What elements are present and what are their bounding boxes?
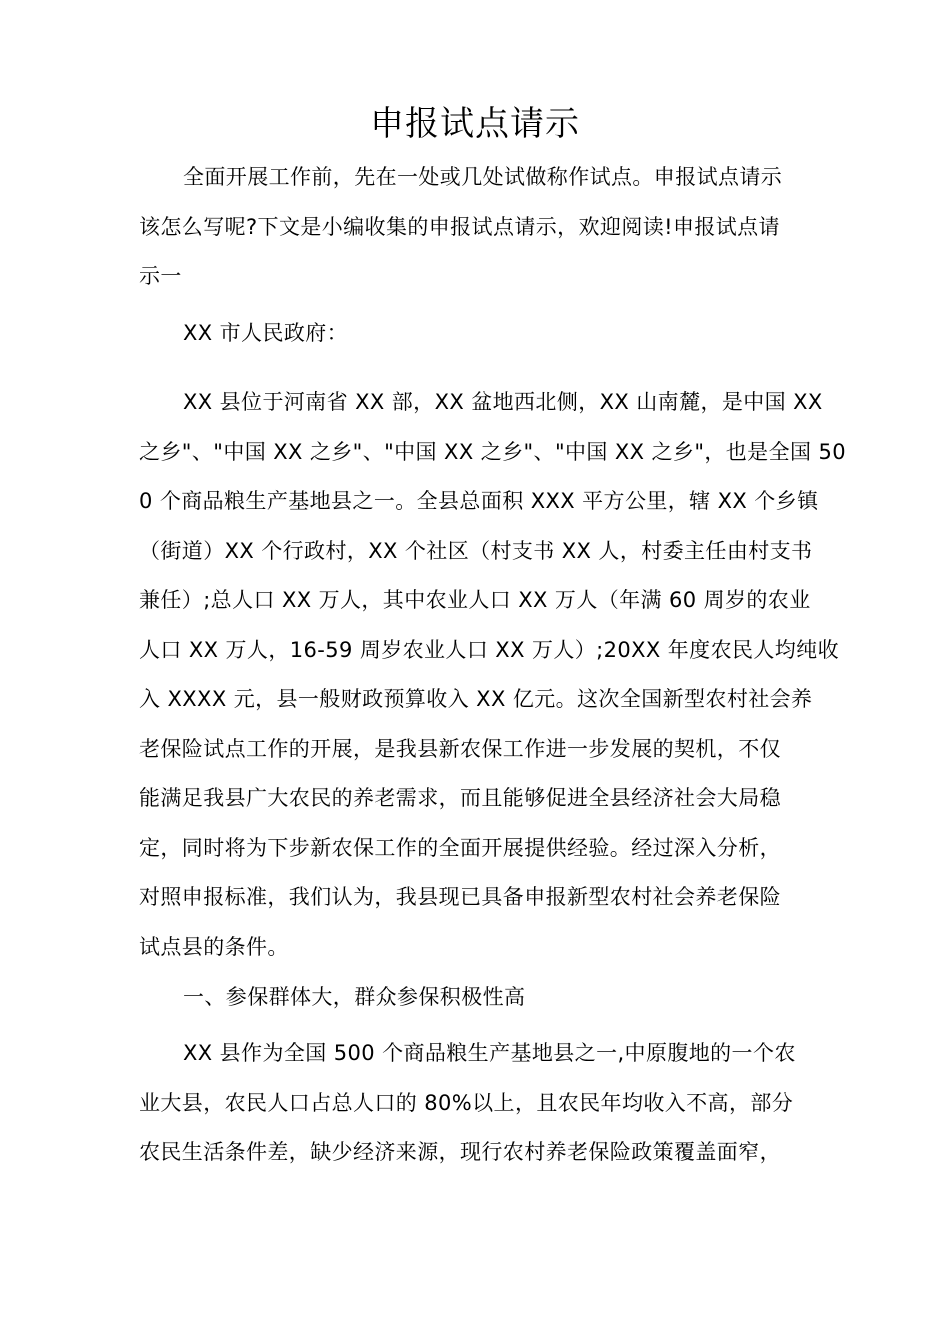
paragraph-line: 老保险试点工作的开展，是我县新农保工作进一步发展的契机，不仅 — [139, 737, 781, 761]
salutation-line: XX 市人民政府： — [183, 321, 349, 345]
paragraph-line: 该怎么写呢?下文是小编收集的申报试点请示，欢迎阅读!申报试点请 — [139, 215, 780, 239]
paragraph-line: 人口 XX 万人，16-59 周岁农业人口 XX 万人）;20XX 年度农民人均纯收 — [139, 638, 839, 662]
paragraph-line: 入 XXXX 元，县一般财政预算收入 XX 亿元。这次全国新型农村社会养 — [139, 687, 813, 711]
paragraph-line: 0 个商品粮生产基地县之一。全县总面积 XXX 平方公里，辖 XX 个乡镇 — [139, 489, 819, 513]
paragraph-line: XX 县位于河南省 XX 部，XX 盆地西北侧，XX 山南麓，是中国 XX — [183, 390, 823, 414]
paragraph-line: 对照申报标准，我们认为，我县现已具备申报新型农村社会养老保险 — [139, 885, 781, 909]
paragraph-line: 兼任）;总人口 XX 万人，其中农业人口 XX 万人（年满 60 周岁的农业 — [139, 588, 811, 612]
section-heading: 一、参保群体大，群众参保积极性高 — [183, 985, 526, 1009]
paragraph-line: 之乡"、"中国 XX 之乡"、"中国 XX 之乡"、"中国 XX 之乡"，也是全国 50 — [139, 440, 846, 464]
paragraph-line: XX 县作为全国 500 个商品粮生产基地县之一,中原腹地的一个农 — [183, 1041, 796, 1065]
paragraph-line: 能满足我县广大农民的养老需求，而且能够促进全县经济社会大局稳 — [139, 786, 781, 810]
paragraph-line: 农民生活条件差，缺少经济来源，现行农村养老保险政策覆盖面窄， — [139, 1140, 781, 1164]
paragraph-line: 试点县的条件。 — [139, 935, 289, 959]
document-title: 申报试点请示 — [370, 104, 580, 144]
paragraph-line: 业大县，农民人口占总人口的 80%以上，且农民年均收入不高，部分 — [139, 1091, 794, 1115]
paragraph-line: 全面开展工作前，先在一处或几处试做称作试点。申报试点请示 — [183, 165, 783, 189]
paragraph-line: （街道）XX 个行政村，XX 个社区（村支书 XX 人，村委主任由村支书 — [139, 539, 813, 563]
paragraph-line: 定，同时将为下步新农保工作的全面开展提供经验。经过深入分析， — [139, 836, 781, 860]
paragraph-line: 示一 — [139, 264, 182, 288]
